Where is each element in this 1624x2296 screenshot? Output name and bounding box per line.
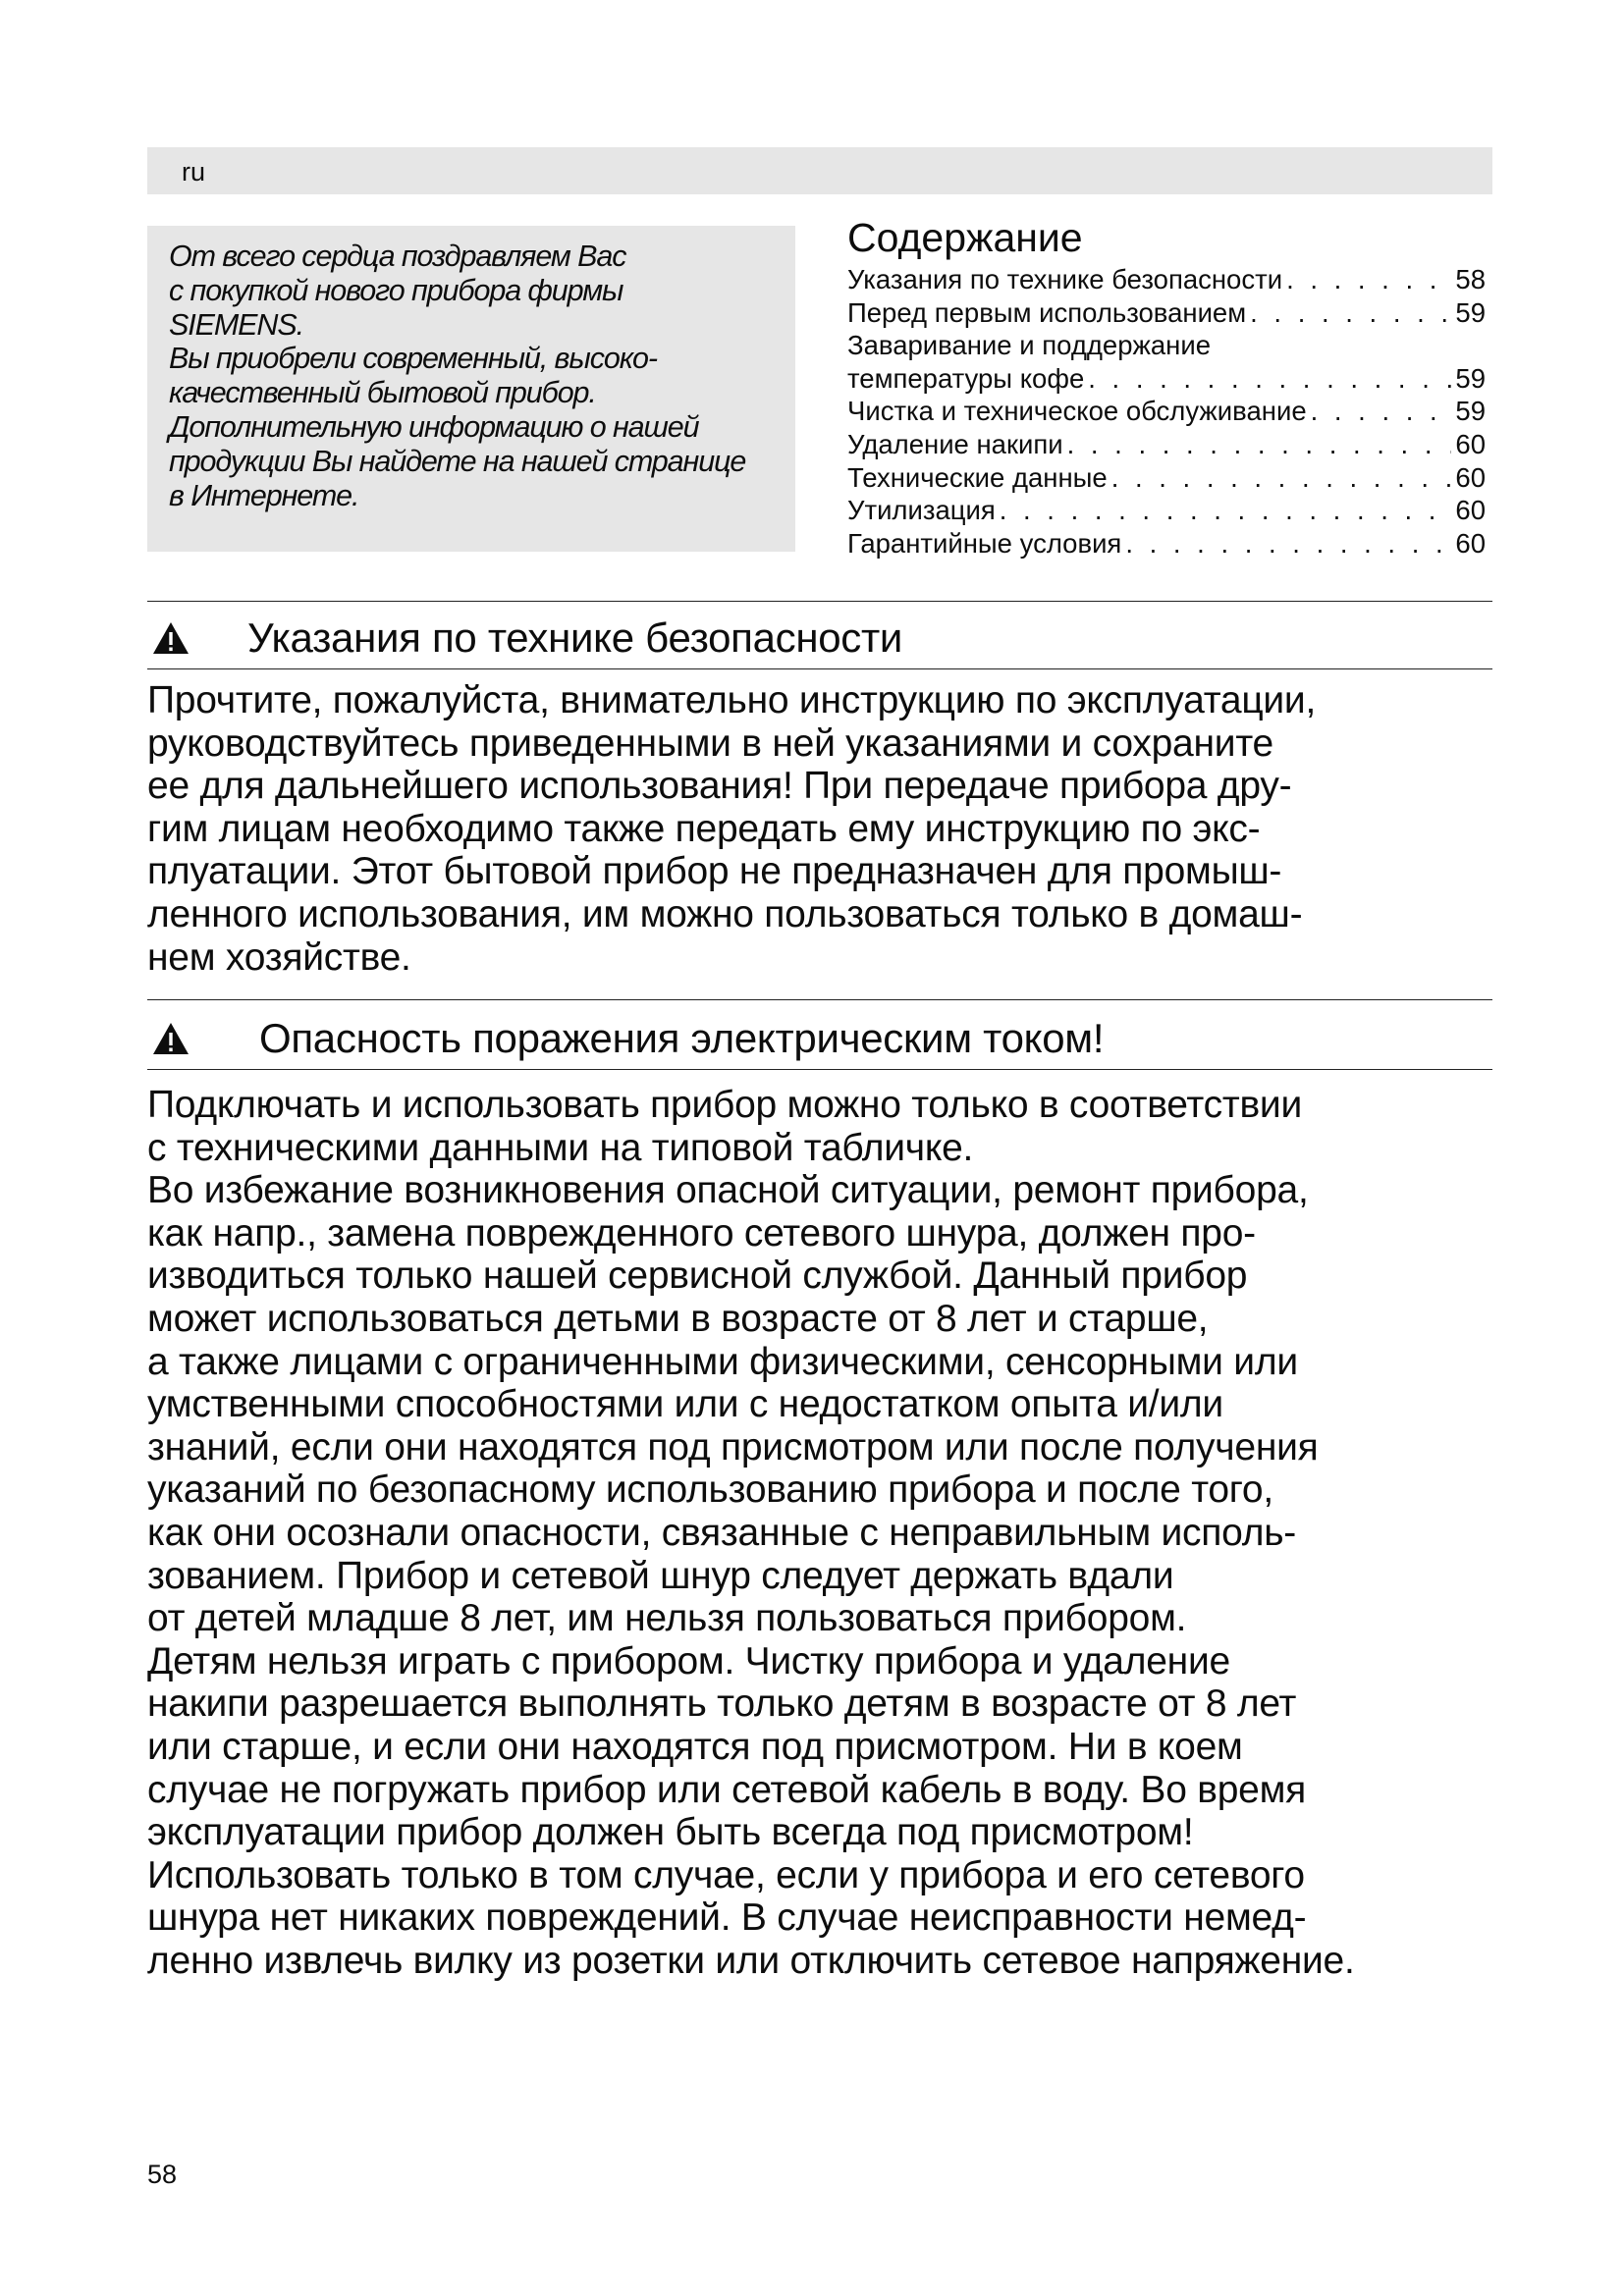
body-line: нем хозяйстве. <box>147 935 411 979</box>
body-line: гим лицам необходимо также передать ему инструкцию по экс- <box>147 807 1261 850</box>
toc-entry-page: 59 <box>1455 396 1486 427</box>
section-heading-row <box>147 611 1492 666</box>
toc-entry-title: Гарантийные условия <box>847 527 1122 559</box>
section-body <box>147 679 1507 979</box>
section-divider <box>147 1069 1492 1070</box>
body-line: зованием. Прибор и сетевой шнур следует держать вдали <box>147 1554 1174 1597</box>
section-divider <box>147 601 1492 602</box>
body-line: Детям нельзя играть с прибором. Чистку прибора и удаление <box>147 1639 1230 1682</box>
body-line: от детей младше 8 лет, им нельзя пользоваться прибором. <box>147 1597 1187 1640</box>
section-heading: Указания по технике безопасности <box>247 614 903 661</box>
body-line: руководствуйтесь приведенными в ней указаниями и сохраните <box>147 721 1273 765</box>
toc-leader-dots <box>1311 395 1452 428</box>
toc-entry-page: 60 <box>1455 428 1486 459</box>
body-line: Прочтите, пожалуйста, внимательно инструкцию по эксплуатации, <box>147 679 1317 721</box>
section-body <box>147 1084 1507 1982</box>
page-number: 58 <box>147 2160 178 2189</box>
toc-entry-page: 60 <box>1455 527 1486 559</box>
body-line: Подключать и использовать прибор можно только в соответствии <box>147 1084 1302 1126</box>
toc-leader-dots <box>1111 461 1452 495</box>
section-divider <box>147 668 1492 669</box>
body-line: Использовать только в том случае, если у прибора и его сетевого <box>147 1853 1305 1896</box>
toc-entry[interactable] <box>847 461 1486 495</box>
body-line: шнура нет никаких повреждений. В случае неисправности немед- <box>147 1896 1307 1940</box>
body-line: или старше, и если они находятся под присмотром. Ни в коем <box>147 1725 1243 1768</box>
greeting-line: Дополнительную информацию о нашей <box>169 409 699 444</box>
warning-triangle-icon <box>151 1021 190 1056</box>
body-line: а также лицами с ограниченными физическими, сенсорными или <box>147 1340 1298 1383</box>
warning-triangle-icon <box>151 620 190 656</box>
toc-title: Содержание <box>847 215 1083 260</box>
toc-entry-page: 58 <box>1455 264 1486 294</box>
body-line: указаний по безопасному использованию прибора и после того, <box>147 1468 1273 1512</box>
section-divider <box>147 999 1492 1000</box>
body-line: эксплуатации прибор должен быть всегда под присмотром! <box>147 1811 1194 1854</box>
greeting-line: качественный бытовой прибор. <box>169 376 596 410</box>
language-code: ru <box>182 157 206 187</box>
toc-leader-dots <box>1125 527 1451 561</box>
toc-entry-title: Технические данные <box>847 461 1108 493</box>
body-line: ее для дальнейшего использования! При передаче прибора дру- <box>147 765 1292 808</box>
toc-entry-title: Указания по технике безопасности <box>847 264 1283 294</box>
toc-entry-title: Утилизация <box>847 495 996 526</box>
toc-entry[interactable] <box>847 494 1486 527</box>
toc-entry[interactable] <box>847 263 1486 296</box>
body-line: как напр., замена поврежденного сетевого шнура, должен про- <box>147 1211 1256 1255</box>
section-heading-row <box>147 1011 1492 1066</box>
toc-entry-page: 59 <box>1455 296 1486 328</box>
toc-entry[interactable] <box>847 428 1486 461</box>
toc-entry[interactable] <box>847 395 1486 428</box>
greeting-line: с покупкой нового прибора фирмы <box>169 273 623 307</box>
toc-entry-title: Удаление накипи <box>847 428 1063 459</box>
body-line: случае не погружать прибор или сетевой кабель в воду. Во время <box>147 1768 1306 1811</box>
toc-leader-dots <box>1000 494 1452 527</box>
toc-entry[interactable] <box>847 527 1486 561</box>
greeting-box <box>147 226 795 552</box>
toc-entry-title: температуры кофе <box>847 362 1085 394</box>
body-line: плуатации. Этот бытовой прибор не предназначен для промыш- <box>147 850 1282 893</box>
greeting-line: От всего сердца поздравляем Вас <box>169 240 626 273</box>
toc-leader-dots <box>1088 362 1451 396</box>
body-line: Во избежание возникновения опасной ситуации, ремонт прибора, <box>147 1169 1309 1212</box>
body-line: может использоваться детьми в возрасте от 8 лет и старше, <box>147 1297 1209 1340</box>
table-of-contents <box>847 214 1486 560</box>
toc-entry[interactable] <box>847 329 1486 362</box>
greeting-line: продукции Вы найдете на нашей странице <box>169 444 746 478</box>
body-line: умственными способностями или с недостатком опыта и/или <box>147 1383 1223 1426</box>
body-line: накипи разрешается выполнять только детям в возрасте от 8 лет <box>147 1682 1297 1726</box>
body-line: знаний, если они находятся под присмотром или после получения <box>147 1425 1319 1468</box>
toc-entry[interactable] <box>847 362 1486 396</box>
body-line: как они осознали опасности, связанные с неправильным исполь- <box>147 1511 1297 1554</box>
greeting-line: в Интернете. <box>169 478 359 512</box>
greeting-line: SIEMENS. <box>169 307 303 342</box>
toc-entry-page: 60 <box>1455 461 1486 493</box>
toc-entry-title: Перед первым использованием <box>847 296 1247 328</box>
toc-entry-title: Чистка и техническое обслуживание <box>847 396 1307 427</box>
language-header-bar <box>147 147 1492 194</box>
toc-entry-title: Заваривание и поддержание <box>847 330 1212 361</box>
greeting-line: Вы приобрели современный, высоко- <box>169 342 657 376</box>
toc-leader-dots <box>1286 263 1451 296</box>
toc-leader-dots <box>1067 428 1452 461</box>
toc-entry-page: 60 <box>1455 495 1486 526</box>
section-heading: Опасность поражения электрическим током! <box>259 1015 1105 1061</box>
body-line: ленного использования, им можно пользоваться только в домаш- <box>147 892 1303 935</box>
body-line: ленно извлечь вилку из розетки или отключить сетевое напряжение. <box>147 1939 1355 1982</box>
toc-leader-dots <box>1250 296 1451 330</box>
body-line: с техническими данными на типовой табличке. <box>147 1126 974 1169</box>
toc-entry-page: 59 <box>1455 362 1486 394</box>
body-line: изводиться только нашей сервисной службой. Данный прибор <box>147 1255 1248 1298</box>
toc-entry[interactable] <box>847 296 1486 330</box>
